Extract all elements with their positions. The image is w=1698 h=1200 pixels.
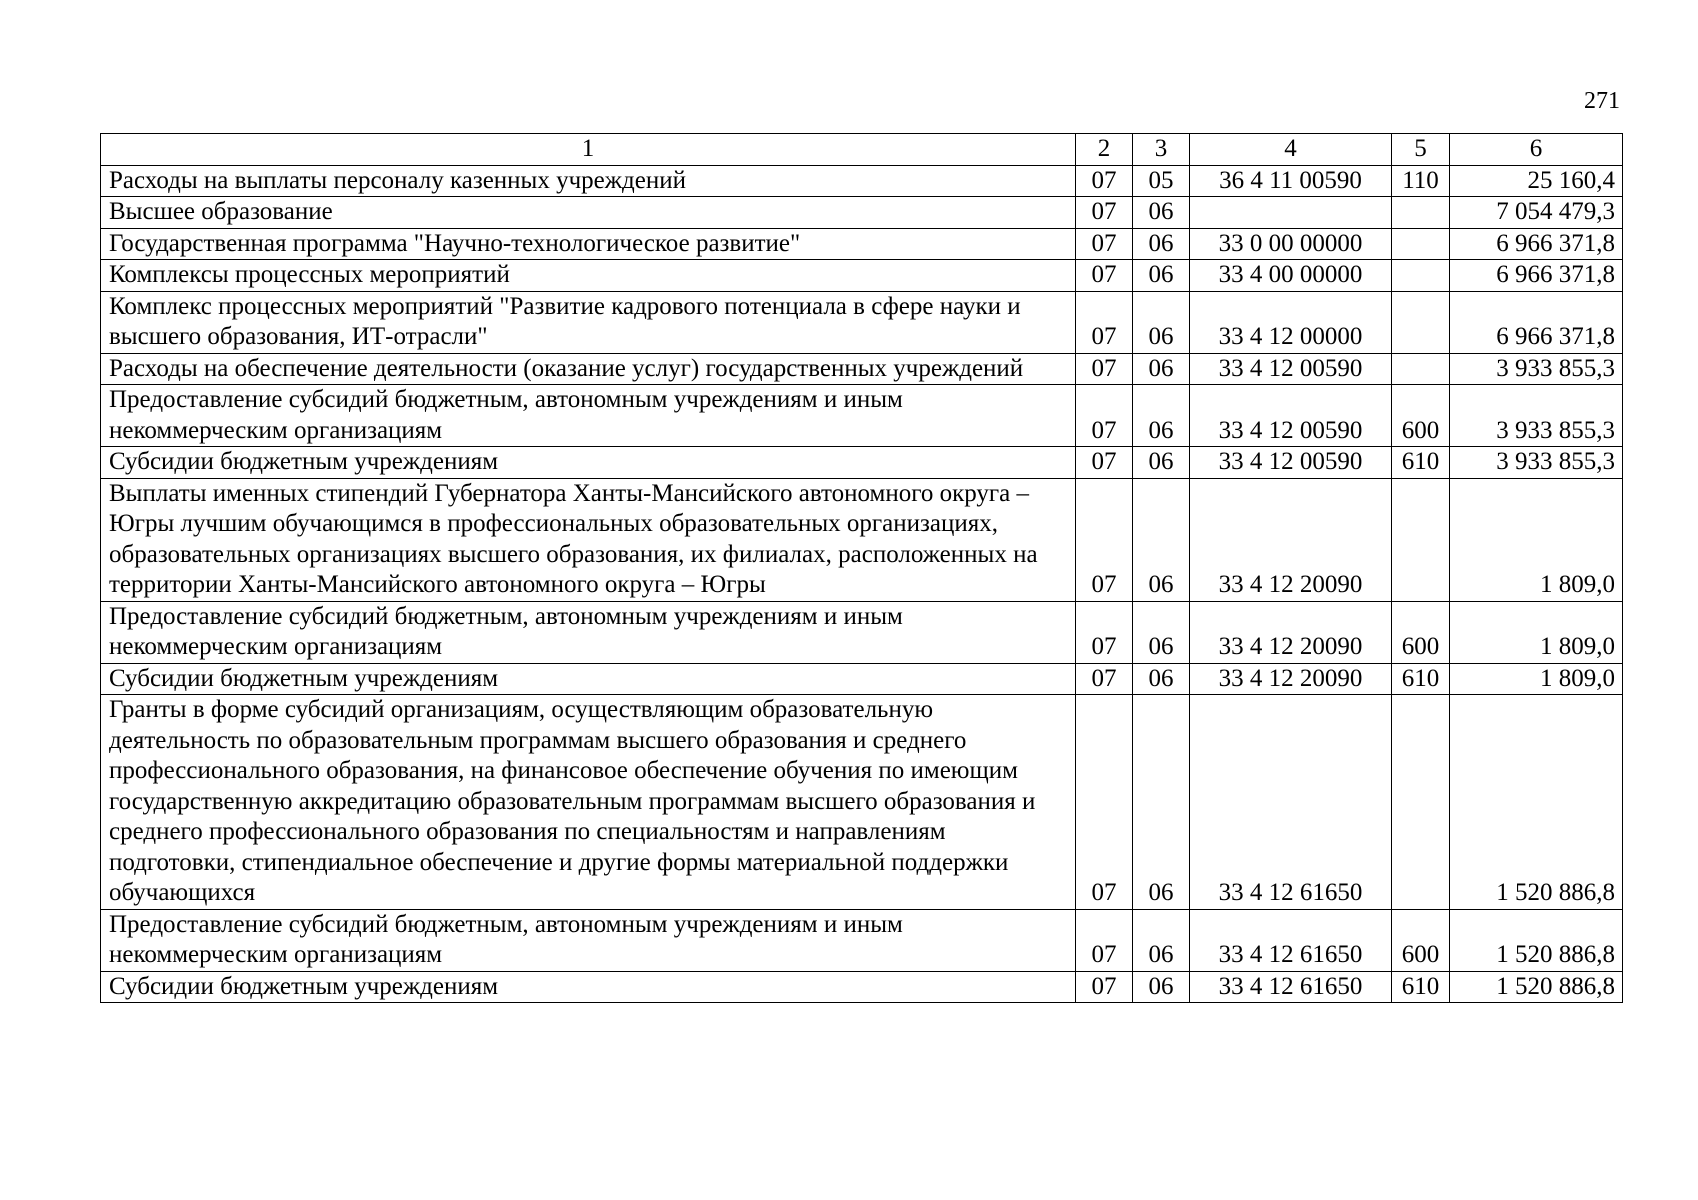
cell-name: Предоставление субсидий бюджетным, автономным учреждениям и иным некоммерческим организациям <box>101 385 1076 447</box>
cell-expense-type: 610 <box>1392 663 1450 695</box>
cell-name: Субсидии бюджетным учреждениям <box>101 663 1076 695</box>
cell-name: Предоставление субсидий бюджетным, автономным учреждениям и иным некоммерческим организациям <box>101 601 1076 663</box>
cell-target-article: 33 4 12 00000 <box>1190 291 1392 353</box>
cell-amount: 6 966 371,8 <box>1450 228 1623 260</box>
table-row <box>101 971 1623 1003</box>
table-row <box>101 478 1623 601</box>
cell-subsection: 06 <box>1133 663 1190 695</box>
cell-subsection: 06 <box>1133 228 1190 260</box>
cell-target-article: 33 4 12 20090 <box>1190 663 1392 695</box>
cell-section: 07 <box>1076 228 1133 260</box>
table-body <box>101 134 1623 1003</box>
cell-name: Высшее образование <box>101 197 1076 229</box>
page-number: 271 <box>1584 88 1620 114</box>
cell-expense-type: 110 <box>1392 165 1450 197</box>
table-row <box>101 695 1623 910</box>
cell-section: 07 <box>1076 478 1133 601</box>
cell-subsection: 06 <box>1133 385 1190 447</box>
cell-amount: 1 520 886,8 <box>1450 971 1623 1003</box>
column-header-section: 2 <box>1076 134 1133 166</box>
cell-subsection: 06 <box>1133 353 1190 385</box>
cell-name: Предоставление субсидий бюджетным, автономным учреждениям и иным некоммерческим организациям <box>101 909 1076 971</box>
cell-expense-type <box>1392 695 1450 910</box>
table-row <box>101 353 1623 385</box>
cell-name: Расходы на выплаты персоналу казенных учреждений <box>101 165 1076 197</box>
cell-name: Гранты в форме субсидий организациям, осуществляющим образовательную деятельность по образовательным программам высшего образования и среднего профессионального образования, на финансовое обеспечение обучения по имеющим государственную аккредитацию образовательным программам высшего образования и среднего профессионального образования по специальностям и направлениям подготовки, стипендиальное обеспечение и другие формы материальной поддержки обучающихся <box>101 695 1076 910</box>
column-number-header-row <box>101 134 1623 166</box>
table-row <box>101 291 1623 353</box>
cell-amount: 1 520 886,8 <box>1450 909 1623 971</box>
cell-target-article: 36 4 11 00590 <box>1190 165 1392 197</box>
cell-expense-type <box>1392 291 1450 353</box>
cell-subsection: 06 <box>1133 291 1190 353</box>
table-row <box>101 165 1623 197</box>
cell-target-article: 33 4 12 00590 <box>1190 447 1392 479</box>
cell-subsection: 06 <box>1133 601 1190 663</box>
column-header-amount: 6 <box>1450 134 1623 166</box>
cell-section: 07 <box>1076 197 1133 229</box>
cell-expense-type: 600 <box>1392 385 1450 447</box>
cell-expense-type: 600 <box>1392 601 1450 663</box>
cell-name: Субсидии бюджетным учреждениям <box>101 971 1076 1003</box>
cell-subsection: 06 <box>1133 197 1190 229</box>
cell-name: Комплексы процессных мероприятий <box>101 260 1076 292</box>
cell-amount: 3 933 855,3 <box>1450 447 1623 479</box>
cell-expense-type: 600 <box>1392 909 1450 971</box>
column-header-name: 1 <box>101 134 1076 166</box>
cell-target-article: 33 0 00 00000 <box>1190 228 1392 260</box>
table-row <box>101 228 1623 260</box>
cell-section: 07 <box>1076 165 1133 197</box>
table-row <box>101 663 1623 695</box>
cell-subsection: 06 <box>1133 260 1190 292</box>
table-row <box>101 385 1623 447</box>
cell-amount: 25 160,4 <box>1450 165 1623 197</box>
column-header-target-article: 4 <box>1190 134 1392 166</box>
cell-target-article: 33 4 12 00590 <box>1190 385 1392 447</box>
cell-target-article: 33 4 12 61650 <box>1190 909 1392 971</box>
table-row <box>101 447 1623 479</box>
cell-section: 07 <box>1076 909 1133 971</box>
cell-amount: 3 933 855,3 <box>1450 353 1623 385</box>
cell-expense-type: 610 <box>1392 971 1450 1003</box>
cell-section: 07 <box>1076 353 1133 385</box>
cell-target-article: 33 4 00 00000 <box>1190 260 1392 292</box>
cell-name: Выплаты именных стипендий Губернатора Ханты-Мансийского автономного округа – Югры лучшим обучающимся в профессиональных образовательных организациях, образовательных организациях высшего образования, их филиалах, расположенных на территории Ханты-Мансийского автономного округа – Югры <box>101 478 1076 601</box>
cell-target-article: 33 4 12 20090 <box>1190 478 1392 601</box>
cell-section: 07 <box>1076 260 1133 292</box>
column-header-expense-type: 5 <box>1392 134 1450 166</box>
cell-section: 07 <box>1076 695 1133 910</box>
cell-expense-type <box>1392 228 1450 260</box>
cell-amount: 6 966 371,8 <box>1450 291 1623 353</box>
cell-section: 07 <box>1076 291 1133 353</box>
cell-name: Комплекс процессных мероприятий "Развитие кадрового потенциала в сфере науки и высшего образования, ИТ-отрасли" <box>101 291 1076 353</box>
cell-amount: 3 933 855,3 <box>1450 385 1623 447</box>
cell-section: 07 <box>1076 447 1133 479</box>
cell-target-article <box>1190 197 1392 229</box>
table-row <box>101 260 1623 292</box>
cell-name: Субсидии бюджетным учреждениям <box>101 447 1076 479</box>
table-row <box>101 197 1623 229</box>
cell-amount: 1 809,0 <box>1450 478 1623 601</box>
budget-table <box>100 133 1623 1003</box>
cell-target-article: 33 4 12 61650 <box>1190 695 1392 910</box>
cell-amount: 6 966 371,8 <box>1450 260 1623 292</box>
table-row <box>101 601 1623 663</box>
cell-amount: 1 809,0 <box>1450 601 1623 663</box>
cell-expense-type <box>1392 260 1450 292</box>
cell-subsection: 06 <box>1133 695 1190 910</box>
cell-expense-type <box>1392 353 1450 385</box>
cell-subsection: 06 <box>1133 909 1190 971</box>
cell-subsection: 06 <box>1133 971 1190 1003</box>
cell-subsection: 06 <box>1133 478 1190 601</box>
cell-target-article: 33 4 12 00590 <box>1190 353 1392 385</box>
cell-amount: 1 809,0 <box>1450 663 1623 695</box>
cell-name: Государственная программа "Научно-технологическое развитие" <box>101 228 1076 260</box>
cell-expense-type <box>1392 478 1450 601</box>
cell-amount: 1 520 886,8 <box>1450 695 1623 910</box>
cell-name: Расходы на обеспечение деятельности (оказание услуг) государственных учреждений <box>101 353 1076 385</box>
cell-section: 07 <box>1076 601 1133 663</box>
cell-expense-type <box>1392 197 1450 229</box>
cell-section: 07 <box>1076 971 1133 1003</box>
cell-subsection: 05 <box>1133 165 1190 197</box>
cell-amount: 7 054 479,3 <box>1450 197 1623 229</box>
cell-section: 07 <box>1076 663 1133 695</box>
cell-target-article: 33 4 12 20090 <box>1190 601 1392 663</box>
cell-subsection: 06 <box>1133 447 1190 479</box>
cell-section: 07 <box>1076 385 1133 447</box>
column-header-subsection: 3 <box>1133 134 1190 166</box>
cell-target-article: 33 4 12 61650 <box>1190 971 1392 1003</box>
cell-expense-type: 610 <box>1392 447 1450 479</box>
table-row <box>101 909 1623 971</box>
